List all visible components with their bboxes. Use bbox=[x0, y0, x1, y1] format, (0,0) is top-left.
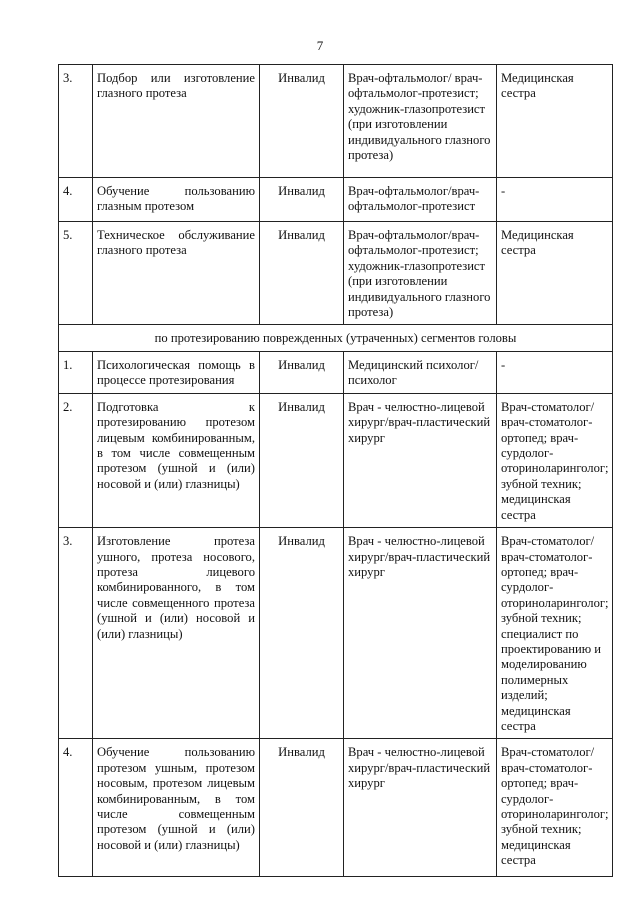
staff: - bbox=[497, 351, 613, 393]
table-row bbox=[59, 65, 613, 178]
recipient: Инвалид bbox=[260, 393, 344, 527]
page-number: 7 bbox=[316, 38, 324, 53]
specialist: Врач - челюстно-лицевой хирург/врач-пластический хирург bbox=[344, 528, 497, 739]
specialist: Врач - челюстно-лицевой хирург/врач-пластический хирург bbox=[344, 393, 497, 527]
specialist: Медицинский психолог/психолог bbox=[344, 351, 497, 393]
row-number: 3. bbox=[59, 528, 93, 739]
recipient: Инвалид bbox=[260, 178, 344, 222]
specialist: Врач-офтальмолог/врач-офтальмолог-протезист; художник-глазопротезист (при изготовлении индивидуального глазного протеза) bbox=[344, 222, 497, 325]
recipient: Инвалид bbox=[260, 739, 344, 877]
service-name: Подготовка к протезированию протезом лицевым комбинированным, в том числе совмещенным протезом (ушной и (или) носовой и (или) глазницы) bbox=[93, 393, 260, 527]
row-number: 5. bbox=[59, 222, 93, 325]
section-title: по протезированию поврежденных (утраченных) сегментов головы bbox=[59, 325, 613, 351]
specialist: Врач-офтальмолог/врач-офтальмолог-протезист bbox=[344, 178, 497, 222]
service-name: Изготовление протеза ушного, протеза носового, протеза лицевого комбинированного, в том числе совмещенного протеза (ушной и (или) носовой и (или) глазницы) bbox=[93, 528, 260, 739]
specialist: Врач-офтальмолог/ врач-офтальмолог-протезист; художник-глазопротезист (при изготовлении индивидуального глазного протеза) bbox=[344, 65, 497, 178]
services-table bbox=[58, 64, 613, 877]
service-name: Техническое обслуживание глазного протеза bbox=[93, 222, 260, 325]
service-name: Психологическая помощь в процессе протезирования bbox=[93, 351, 260, 393]
service-name: Обучение пользованию протезом ушным, протезом носовым, протезом лицевым комбинированным, в том числе совмещенным протезом (ушной и (или) носовой и (или) глазницы) bbox=[93, 739, 260, 877]
table-row bbox=[59, 739, 613, 877]
specialist: Врач - челюстно-лицевой хирург/врач-пластический хирург bbox=[344, 739, 497, 877]
staff: Медицинская сестра bbox=[497, 65, 613, 178]
service-name: Обучение пользованию глазным протезом bbox=[93, 178, 260, 222]
table-row bbox=[59, 351, 613, 393]
section-row bbox=[59, 325, 613, 351]
table-row bbox=[59, 528, 613, 739]
row-number: 3. bbox=[59, 65, 93, 178]
staff: Врач-стоматолог/врач-стоматолог-ортопед; врач-сурдолог-оториноларинголог; зубной техник; медицинская сестра bbox=[497, 739, 613, 877]
row-number: 4. bbox=[59, 739, 93, 877]
row-number: 4. bbox=[59, 178, 93, 222]
staff: Врач-стоматолог/врач-стоматолог-ортопед; врач-сурдолог-оториноларинголог; зубной техник; медицинская сестра bbox=[497, 393, 613, 527]
staff: Медицинская сестра bbox=[497, 222, 613, 325]
row-number: 1. bbox=[59, 351, 93, 393]
recipient: Инвалид bbox=[260, 65, 344, 178]
recipient: Инвалид bbox=[260, 222, 344, 325]
service-name: Подбор или изготовление глазного протеза bbox=[93, 65, 260, 178]
row-number: 2. bbox=[59, 393, 93, 527]
staff: - bbox=[497, 178, 613, 222]
table-row bbox=[59, 222, 613, 325]
recipient: Инвалид bbox=[260, 351, 344, 393]
staff: Врач-стоматолог/врач-стоматолог-ортопед; врач-сурдолог-оториноларинголог; зубной техник; специалист по проектированию и моделированию полимерных изделий; медицинская сестра bbox=[497, 528, 613, 739]
table-row bbox=[59, 393, 613, 527]
table-row bbox=[59, 178, 613, 222]
recipient: Инвалид bbox=[260, 528, 344, 739]
